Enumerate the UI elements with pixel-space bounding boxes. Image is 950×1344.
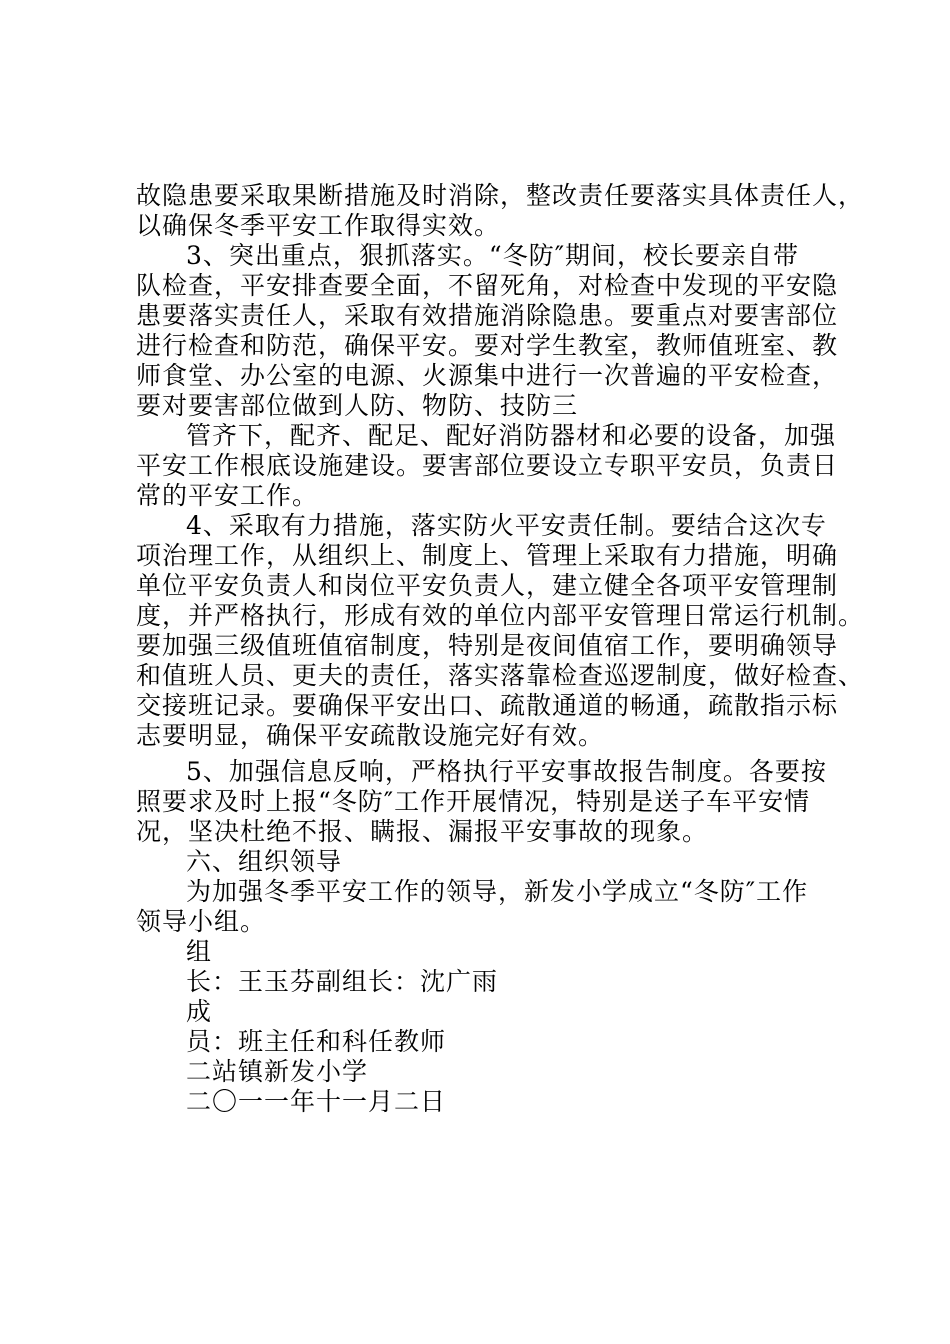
text-line: 进行检查和防范，确保平安。要对学生教室，教师值班室、教 — [136, 331, 839, 360]
text-line: 为加强冬季平安工作的领导，新发小学成立“冬防″工作 — [186, 877, 809, 906]
text-line: 长：王玉芬副组长：沈广雨 — [186, 967, 499, 996]
signature-date: 二〇一一年十一月二日 — [186, 1087, 447, 1116]
text-line: 常的平安工作。 — [136, 481, 319, 510]
text-line: 5、加强信息反响，严格执行平安事故报告制度。各要按 — [186, 757, 827, 786]
text-line: 领导小组。 — [136, 907, 267, 936]
text-line: 员：班主任和科任教师 — [186, 1027, 447, 1056]
text-line: 志要明显，确保平安疏散设施完好有效。 — [136, 721, 605, 750]
text-line: 成 — [186, 997, 213, 1026]
text-line: 患要落实责任人，采取有效措施消除隐患。要重点对要害部位 — [136, 301, 839, 330]
text-line: 4、采取有力措施，落实防火平安责任制。要结合这次专 — [186, 511, 827, 540]
text-line: 要加强三级值班值宿制度，特别是夜间值宿工作，要明确领导 — [136, 631, 839, 660]
signature-organization: 二站镇新发小学 — [186, 1057, 369, 1086]
text-line: 项治理工作，从组织上、制度上、管理上采取有力措施，明确 — [136, 541, 839, 570]
text-line: 和值班人员、更夫的责任，落实落靠检查巡逻制度，做好检查、 — [136, 661, 865, 690]
text-line: 况，坚决杜绝不报、瞒报、漏报平安事故的现象。 — [136, 817, 709, 846]
text-line: 照要求及时上报“冬防″工作开展情况，特别是送子车平安情 — [136, 787, 811, 816]
text-line: 管齐下，配齐、配足、配好消防器材和必要的设备，加强 — [186, 421, 837, 450]
text-line: 度，并严格执行，形成有效的单位内部平安管理日常运行机制。 — [136, 601, 865, 630]
text-line: 以确保冬季平安工作取得实效。 — [136, 211, 501, 240]
text-line: 师食堂、办公室的电源、火源集中进行一次普遍的平安检查， — [136, 361, 839, 390]
text-line: 交接班记录。要确保平安出口、疏散通道的畅通，疏散指示标 — [136, 691, 839, 720]
text-line: 要对要害部位做到人防、物防、技防三 — [136, 391, 579, 420]
text-line: 故隐患要采取果断措施及时消除，整改责任要落实具体责任人， — [136, 181, 865, 210]
text-line: 队检查，平安排查要全面，不留死角，对检查中发现的平安隐 — [136, 271, 839, 300]
section-heading: 六、组织领导 — [186, 847, 343, 876]
text-line: 单位平安负责人和岗位平安负责人，建立健全各项平安管理制 — [136, 571, 839, 600]
text-line: 组 — [186, 937, 213, 966]
text-line: 3、突出重点，狠抓落实。“冬防″期间，校长要亲自带 — [186, 241, 800, 270]
text-line: 平安工作根底设施建设。要害部位要设立专职平安员，负责日 — [136, 451, 839, 480]
